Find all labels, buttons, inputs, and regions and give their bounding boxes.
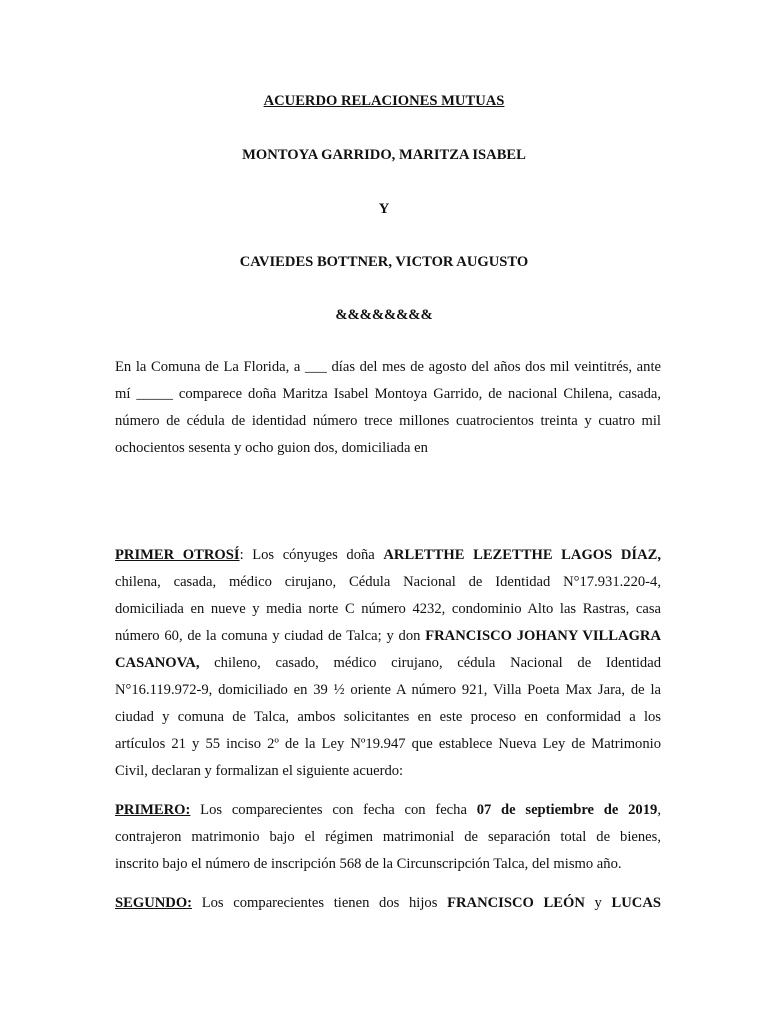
- document-title: ACUERDO RELACIONES MUTUAS: [263, 93, 505, 109]
- child-two-name: LUCAS: [611, 895, 661, 911]
- segundo-heading: SEGUNDO:: [115, 895, 193, 911]
- paragraph-line: artículos 21 y 55 inciso 2º de la Ley Nº19.947 que establece Nueva Ley de Matrimonio: [115, 736, 661, 752]
- paragraph-line: ciudad y comuna de Talca, ambos solicitantes en este proceso en conformidad a los: [115, 709, 661, 725]
- paragraph-line: contrajeron matrimonio bajo el régimen matrimonial de separación total de bienes,: [115, 829, 661, 845]
- text-run: chileno, casado, médico cirujano, cédula Nacional de Identidad: [199, 655, 661, 671]
- party-two-name: CAVIEDES BOTTNER, VICTOR AUGUSTO: [239, 254, 529, 270]
- text-run: Los comparecientes tienen dos hijos: [192, 895, 448, 911]
- spouse-one-name: ARLETTHE LEZETTHE LAGOS DÍAZ,: [383, 547, 661, 563]
- text-run: y: [584, 895, 612, 911]
- text-run: número 60, de la comuna y ciudad de Talca; y don: [115, 628, 426, 644]
- paragraph-line: chilena, casada, médico cirujano, Cédula Nacional de Identidad N°17.931.220-4,: [115, 574, 661, 590]
- paragraph-line: [115, 542, 661, 569]
- text-run: ,: [657, 802, 661, 818]
- marriage-date: 07 de septiembre de 2019: [476, 802, 658, 818]
- primero-paragraph: [115, 797, 661, 878]
- intro-line: mí _____ comparece doña Maritza Isabel Montoya Garrido, de nacional Chilena, casada,: [115, 386, 661, 402]
- text-run: Los comparecientes con fecha con fecha: [190, 802, 477, 818]
- intro-line: ochocientos sesenta y ocho guion dos, domiciliada en: [115, 440, 428, 456]
- child-one-name: FRANCISCO LEÓN: [447, 895, 585, 911]
- text-run: : Los cónyuges doña: [239, 547, 384, 563]
- intro-line: número de cédula de identidad número trece millones cuatrocientos treinta y cuatro mil: [115, 413, 661, 429]
- intro-paragraph: [115, 354, 661, 462]
- primero-heading: PRIMERO:: [115, 802, 191, 818]
- primer-otrosi-heading: PRIMER OTROSÍ: [115, 547, 240, 563]
- spouse-two-surname: CASANOVA,: [115, 655, 200, 671]
- party-one-name: MONTOYA GARRIDO, MARITZA ISABEL: [242, 147, 526, 163]
- paragraph-line: [115, 650, 661, 677]
- segundo-paragraph: [115, 890, 661, 917]
- paragraph-line: [115, 797, 661, 824]
- conjunction: Y: [378, 201, 390, 217]
- paragraph-line: Civil, declaran y formalizan el siguiente acuerdo:: [115, 763, 404, 779]
- paragraph-line: domiciliada en nueve y media norte C número 4232, condominio Alto las Rastras, casa: [115, 601, 661, 617]
- spouse-two-name: FRANCISCO JOHANY VILLAGRA: [425, 628, 661, 644]
- paragraph-line: N°16.119.972-9, domiciliado en 39 ½ oriente A número 921, Villa Poeta Max Jara, de la: [115, 682, 661, 698]
- paragraph-line: [115, 623, 661, 650]
- paragraph-line: inscrito bajo el número de inscripción 568 de la Circunscripción Talca, del mismo año.: [115, 856, 622, 872]
- intro-line: En la Comuna de La Florida, a ___ días del mes de agosto del años dos mil veintitrés, ante: [115, 359, 661, 375]
- primer-otrosi-paragraph: [115, 542, 661, 785]
- separator: &&&&&&&&: [335, 307, 433, 323]
- paragraph-line: [115, 890, 661, 917]
